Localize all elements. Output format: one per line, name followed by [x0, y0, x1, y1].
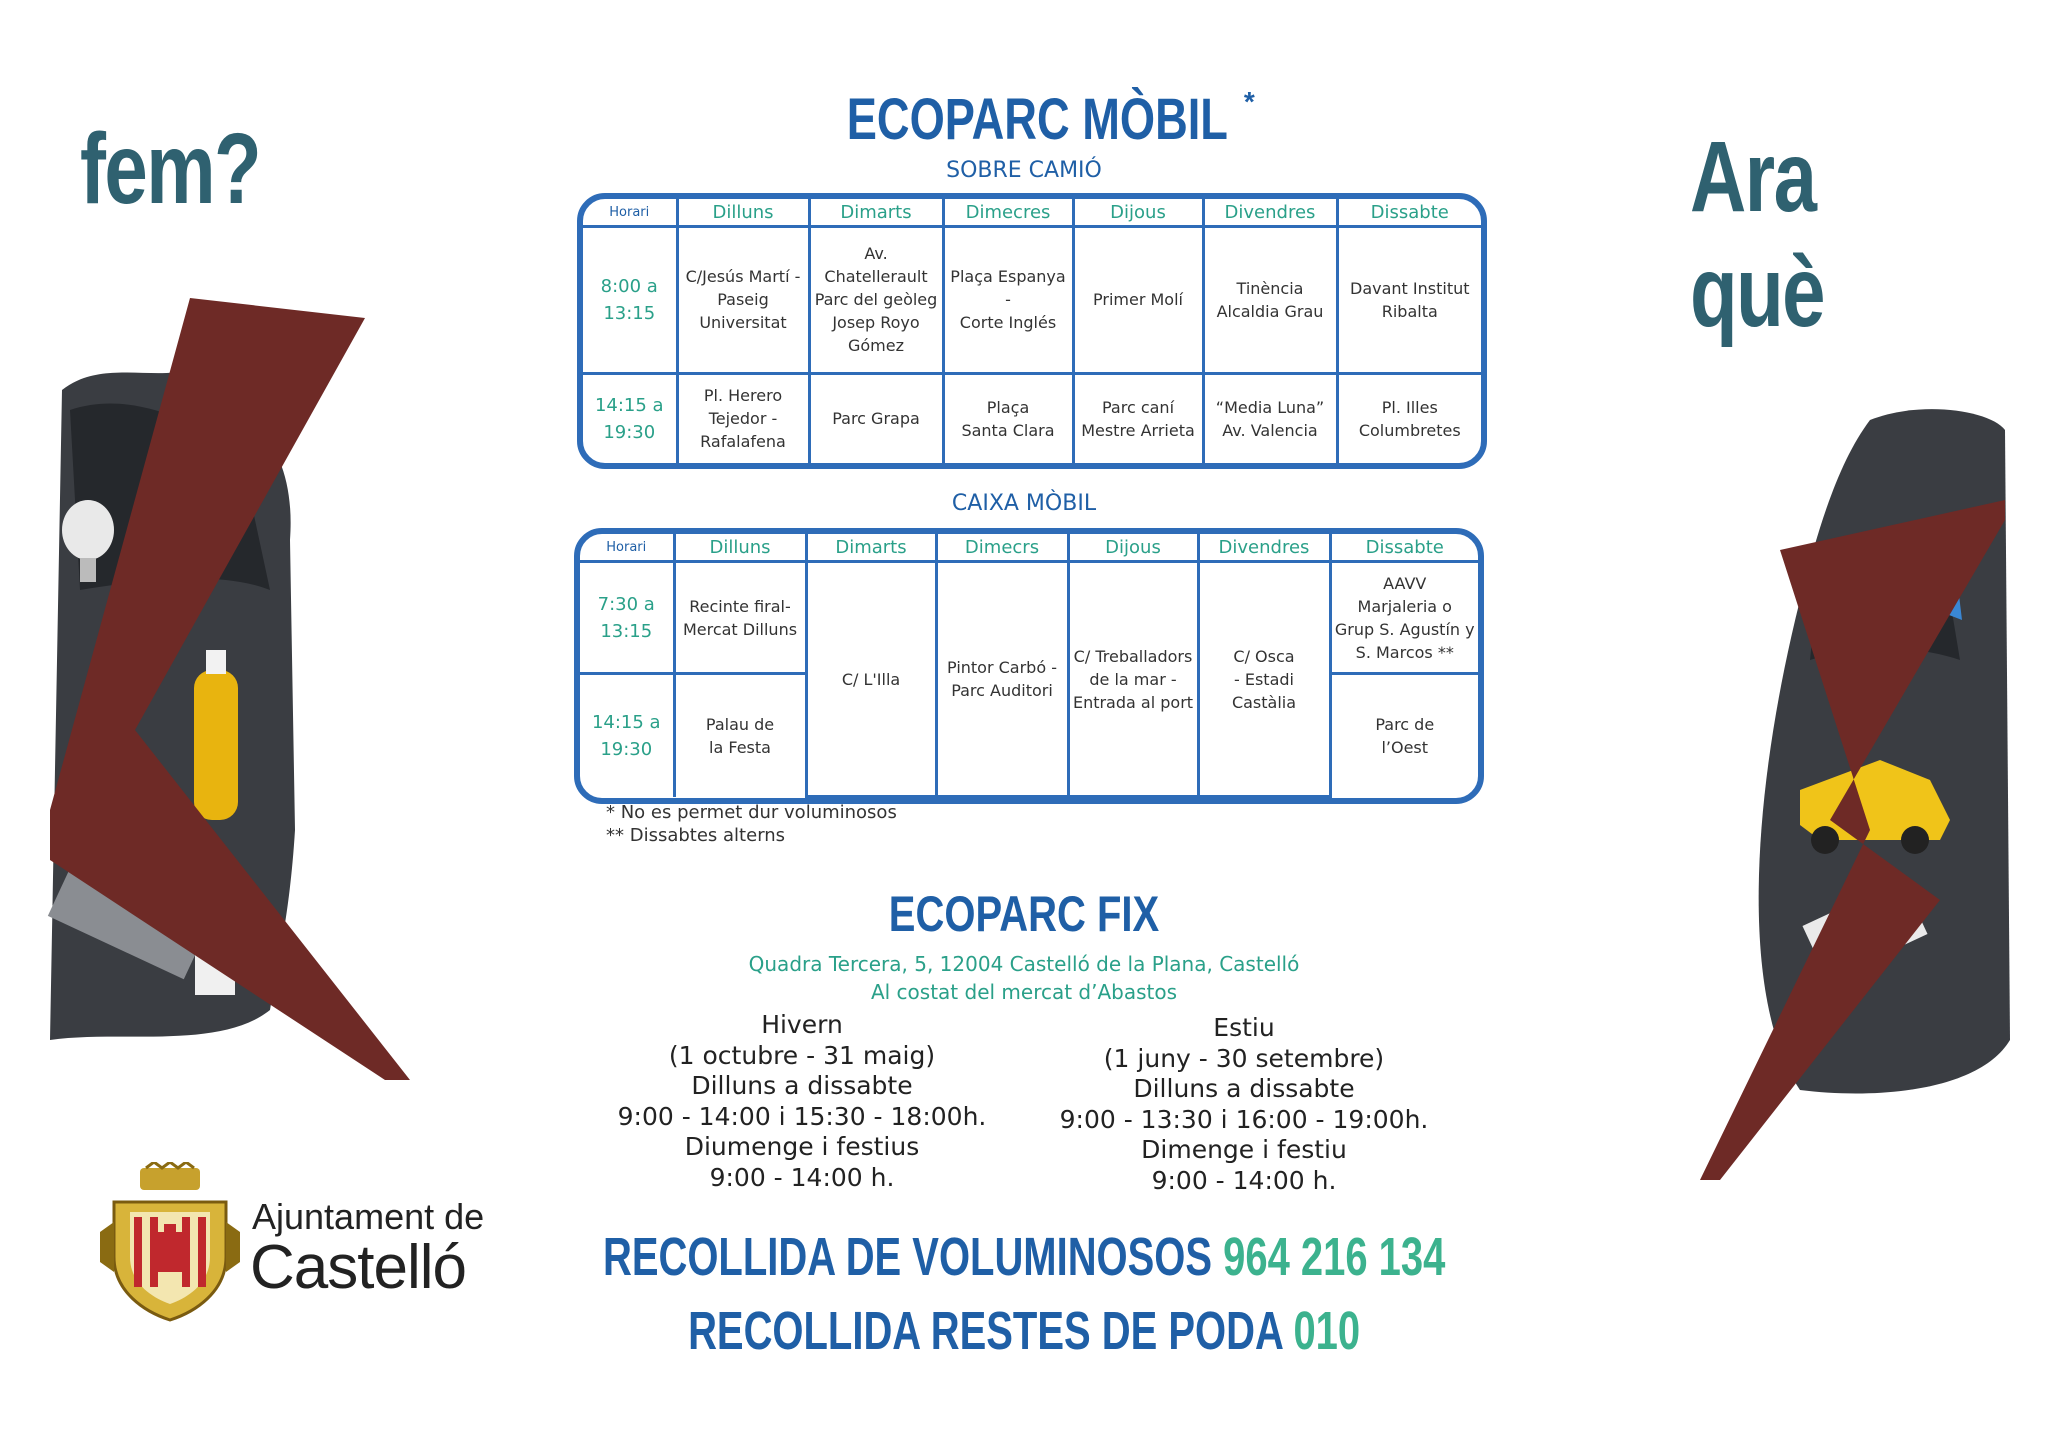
address-line: Quadra Tercera, 5, 12004 Castelló de la Plana, Castelló — [748, 952, 1300, 976]
crossed-trash-bag-right-icon — [1700, 400, 2020, 1200]
time-cell: 7:30 a 13:15 — [580, 562, 674, 674]
address-note: Al costat del mercat d’Abastos — [870, 980, 1178, 1004]
time-cell: 14:15 a 19:30 — [580, 674, 674, 797]
header-dissabte: Dissabte — [1330, 534, 1478, 562]
table-header-row — [583, 199, 1481, 227]
header-dijous: Dijous — [1073, 199, 1203, 227]
location-cell: C/ Osca - Estadi Castàlia — [1198, 562, 1330, 797]
location-cell: Recinte firal- Mercat Dilluns — [674, 562, 806, 674]
bottle-icon — [194, 670, 238, 820]
ecoparc-fix-title: ECOPARC FIX — [888, 886, 1160, 942]
weekday-label: Dilluns a dissabte — [1133, 1074, 1355, 1103]
poda-label: RECOLLIDA RESTES DE PODA — [687, 1301, 1283, 1361]
location-cell: C/ Treballadors de la mar - Entrada al port — [1068, 562, 1198, 797]
left-heading: fem? — [80, 113, 261, 225]
time-cell: 8:00 a 13:15 — [583, 227, 677, 374]
table-row — [580, 562, 1478, 674]
time-cell: 14:15 a 19:30 — [583, 373, 677, 463]
table-row — [583, 373, 1481, 463]
sobre-camio-subtitle: SOBRE CAMIÓ — [946, 158, 1102, 183]
location-cell: “Media Luna” Av. Valencia — [1203, 373, 1337, 463]
right-heading: Ara què — [1690, 121, 1825, 348]
season-dates: (1 juny - 30 setembre) — [1103, 1043, 1385, 1073]
location-cell: Parc Grapa — [809, 373, 943, 463]
holiday-hours: 9:00 - 14:00 h. — [709, 1162, 895, 1192]
logo-line1: Ajuntament de — [252, 1196, 485, 1237]
location-cell: Parc de l’Oest — [1330, 674, 1478, 797]
poda-phone: 010 — [1293, 1301, 1361, 1361]
header-dilluns: Dilluns — [674, 534, 806, 562]
location-cell: Parc caní Mestre Arrieta — [1073, 373, 1203, 463]
location-cell: C/Jesús Martí - Paseig Universitat — [677, 227, 809, 374]
location-cell: C/ L'Illa — [806, 562, 936, 797]
caixa-mobil-table — [574, 528, 1484, 804]
header-dijous: Dijous — [1068, 534, 1198, 562]
weekday-hours: 9:00 - 13:30 i 16:00 - 19:00h. — [1059, 1104, 1429, 1134]
location-cell: Tinència Alcaldia Grau — [1203, 227, 1337, 374]
table-row — [583, 227, 1481, 374]
header-divendres: Divendres — [1198, 534, 1330, 562]
note-dissabtes-alterns: ** Dissabtes alterns — [606, 825, 786, 846]
location-cell: Plaça Santa Clara — [943, 373, 1073, 463]
weekday-hours: 9:00 - 14:00 i 15:30 - 18:00h. — [617, 1101, 987, 1131]
voluminosos-label: RECOLLIDA DE VOLUMINOSOS — [602, 1227, 1212, 1287]
season-dates: (1 octubre - 31 maig) — [668, 1040, 936, 1070]
note-voluminosos: * No es permet dur voluminosos — [606, 802, 897, 823]
header-dimarts: Dimarts — [806, 534, 936, 562]
poda-banner — [0, 1300, 2048, 1362]
location-cell: Primer Molí — [1073, 227, 1203, 374]
voluminosos-phone: 964 216 134 — [1222, 1227, 1446, 1287]
location-cell: Plaça Espanya - Corte Inglés — [943, 227, 1073, 374]
logo-line2: Castelló — [250, 1233, 466, 1302]
location-cell: AAVV Marjaleria o Grup S. Agustín y S. Marcos ** — [1330, 562, 1478, 674]
location-cell: Pl. Herero Tejedor - Rafalafena — [677, 373, 809, 463]
header-dissabte: Dissabte — [1337, 199, 1481, 227]
table-header-row — [580, 534, 1478, 562]
sobre-camio-table — [577, 193, 1487, 469]
header-dimecres: Dimecrs — [936, 534, 1068, 562]
header-divendres: Divendres — [1203, 199, 1337, 227]
header-dimarts: Dimarts — [809, 199, 943, 227]
location-cell: Davant Institut Ribalta — [1337, 227, 1481, 374]
header-horari: Horari — [580, 534, 674, 562]
castello-coat-of-arms-icon — [100, 1162, 240, 1322]
holiday-hours: 9:00 - 14:00 h. — [1151, 1165, 1337, 1195]
header-dilluns: Dilluns — [677, 199, 809, 227]
header-dimecres: Dimecres — [943, 199, 1073, 227]
location-cell: Pintor Carbó - Parc Auditori — [936, 562, 1068, 797]
weekday-label: Dilluns a dissabte — [691, 1071, 913, 1100]
estiu-schedule — [984, 1013, 1504, 1196]
header-horari: Horari — [583, 199, 677, 227]
caixa-mobil-subtitle: CAIXA MÒBIL — [951, 491, 1097, 516]
holiday-label: Dimenge i festiu — [1141, 1135, 1347, 1164]
season-title: Estiu — [1213, 1013, 1275, 1042]
location-cell: Pl. Illes Columbretes — [1337, 373, 1481, 463]
holiday-label: Diumenge i festius — [684, 1132, 920, 1161]
location-cell: Palau de la Festa — [674, 674, 806, 797]
location-cell: Av. Chatellerault Parc del geòleg Josep Royo Gómez — [809, 227, 943, 374]
ecoparc-mobil-title: ECOPARC MÒBIL * — [846, 86, 1255, 152]
season-title: Hivern — [761, 1010, 843, 1039]
